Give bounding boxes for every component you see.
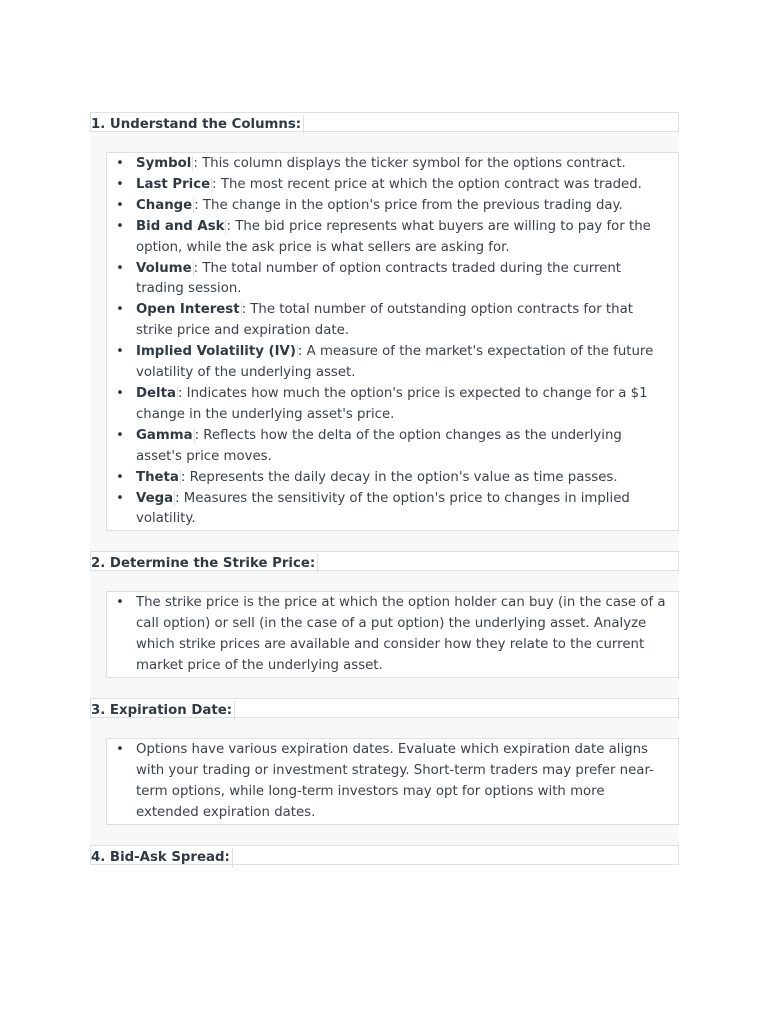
term-description: : The most recent price at which the option contract was traded. [212, 176, 642, 192]
list-item [107, 259, 678, 301]
term-description: : A measure of the market's expectation of the future volatility of the underlying asset. [136, 344, 654, 381]
bullet-icon: • [116, 344, 124, 360]
bullet-icon: • [116, 260, 124, 276]
bullet-icon: • [116, 469, 124, 485]
section-spacer [90, 531, 679, 551]
term-label: Symbol [136, 156, 192, 171]
term-description: : The total number of outstanding option contracts for that strike price and expiration date. [136, 302, 633, 339]
bullet-icon: • [116, 302, 124, 318]
section-heading-row [90, 112, 679, 132]
term-label: Delta [136, 385, 176, 401]
bullet-icon: • [116, 197, 124, 213]
section-heading: 3. Expiration Date: [91, 701, 235, 721]
term-description: : The total number of option contracts traded during the current trading session. [136, 260, 621, 297]
term-label: Change [136, 197, 193, 213]
section-heading: 4. Bid-Ask Spread: [91, 848, 233, 868]
term-label: Volume [136, 260, 192, 276]
bullet-list [107, 592, 678, 677]
term-label: Bid and Ask [136, 218, 225, 234]
bullet-list [107, 153, 678, 530]
list-item [107, 740, 678, 824]
document-content [90, 112, 679, 865]
section-heading: 2. Determine the Strike Price: [91, 554, 318, 574]
term-label: Implied Volatility (IV) [136, 344, 296, 360]
bullet-list [107, 739, 678, 824]
paragraph-text: The strike price is the price at which the option holder can buy (in the case of a call option) or sell (in the case of a put option) the underlying asset. Analyze which strike prices are available and consider how they relate to the current market price of the underlying asset. [136, 595, 666, 674]
list-item [107, 217, 678, 259]
list-item [107, 384, 678, 426]
term-description: : The bid price represents what buyers are willing to pay for the option, while the ask price is what sellers are asking for. [136, 218, 651, 255]
section-spacer [90, 825, 679, 845]
paragraph-text: Options have various expiration dates. Evaluate which expiration date aligns with your trading or investment strategy. Short-term traders may prefer near-term options, while long-term investors may opt for options with more extended expiration dates. [136, 741, 654, 820]
term-description: : Indicates how much the option's price is expected to change for a $1 change in the underlying asset's price. [136, 385, 648, 422]
section-spacer [90, 571, 679, 591]
bullet-icon: • [116, 385, 124, 401]
term-description: : Measures the sensitivity of the option's price to changes in implied volatility. [136, 490, 630, 527]
section-spacer [90, 718, 679, 738]
list-item [107, 468, 678, 489]
bullet-icon: • [116, 490, 124, 506]
section-heading-row [90, 845, 679, 865]
bullet-icon: • [116, 595, 124, 611]
bullet-icon: • [116, 156, 124, 171]
term-description: : Reflects how the delta of the option changes as the underlying asset's price moves. [136, 427, 622, 464]
term-description: : Represents the daily decay in the option's value as time passes. [180, 469, 618, 485]
term-description: : The change in the option's price from the previous trading day. [194, 197, 623, 213]
term-label: Gamma [136, 427, 193, 443]
list-item [107, 154, 678, 175]
section-spacer [90, 678, 679, 698]
bullet-icon: • [116, 218, 124, 234]
list-item [107, 175, 678, 196]
bullet-list-box [106, 152, 679, 531]
term-label: Last Price [136, 176, 211, 192]
bullet-list-box [106, 591, 679, 678]
list-item [107, 196, 678, 217]
list-item [107, 426, 678, 468]
section-heading: 1. Understand the Columns: [91, 115, 304, 135]
bullet-icon: • [116, 741, 124, 757]
list-container [90, 152, 679, 531]
list-container [90, 738, 679, 825]
term-description: : This column displays the ticker symbol for the options contract. [193, 156, 626, 171]
list-item [107, 489, 678, 531]
term-label: Vega [136, 490, 174, 506]
section-heading-row [90, 551, 679, 571]
section-spacer [90, 132, 679, 152]
list-item [107, 300, 678, 342]
term-label: Theta [136, 469, 179, 485]
list-item [107, 342, 678, 384]
term-label: Open Interest [136, 302, 240, 318]
bullet-list-box [106, 738, 679, 825]
bullet-icon: • [116, 176, 124, 192]
section-heading-row [90, 698, 679, 718]
bullet-icon: • [116, 427, 124, 443]
list-container [90, 591, 679, 678]
list-item [107, 593, 678, 677]
